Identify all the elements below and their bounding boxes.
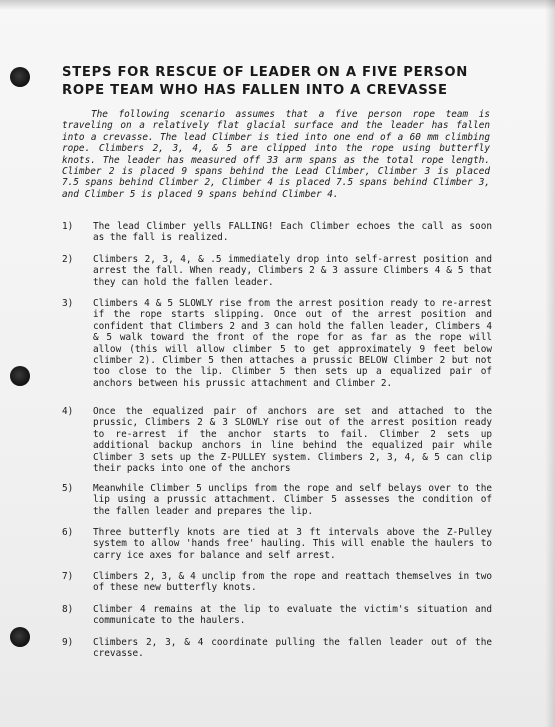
document-title: STEPS FOR RESCUE OF LEADER ON A FIVE PERSON ROPE TEAM WHO HAS FALLEN INTO A CREVASSE xyxy=(62,65,469,98)
step-number: 6) xyxy=(62,527,74,538)
step-5 xyxy=(62,483,492,517)
step-number: 3) xyxy=(62,298,74,309)
step-9 xyxy=(62,637,492,660)
step-text: Climbers 4 & 5 SLOWLY rise from the arrest position ready to re-arrest if the rope starts slipping. Once out of the arrest position and confident that Climbers 2 and 3 can hold the fallen leader, Climbers 4 & 5 walk toward the front of the rope for as far as the rope will allow (this will allow climber 5 to get approximately 9 feet below climber 2). Climber 5 then attaches a prussic BELOW Climber 2 but not too close to the lip. Climber 5 then sets up a equalized pair of anchors between his prussic attachment and Climber 2. xyxy=(93,298,492,389)
punch-hole-bottom xyxy=(10,627,30,647)
step-8 xyxy=(62,604,492,627)
page-shadow-top xyxy=(0,0,555,10)
step-text: The lead Climber yells FALLING! Each Climber echoes the call as soon as the fall is realized. xyxy=(93,221,492,244)
punch-hole-top xyxy=(10,67,30,87)
step-text: Once the equalized pair of anchors are set and attached to the prussic, Climbers 2 & 3 SLOWLY rise out of the arrest position ready to re-arrest if the anchor starts to fail. Climber 2 sets up additional backup anchors in line behind the equalized pair while Climber 3 sets up the Z-PULLEY system. Climbers 2, 3, 4, & 5 can clip their packs into one of the anchors xyxy=(93,406,492,475)
step-text: Climbers 2, 3, & 4 unclip from the rope and reattach themselves in two of these new butterfly knots. xyxy=(93,571,492,594)
step-4 xyxy=(62,406,492,474)
step-number: 5) xyxy=(62,483,74,494)
page-shadow-right xyxy=(545,0,555,727)
step-text: Climber 4 remains at the lip to evaluate the victim's situation and communicate to the haulers. xyxy=(93,604,492,627)
step-text: Climbers 2, 3, 4, & .5 immediately drop into self-arrest position and arrest the fall. When ready, Climbers 2 & 3 assure Climbers 4 & 5 that they can hold the fallen leader. xyxy=(93,254,492,288)
step-text: Three butterfly knots are tied at 3 ft intervals above the Z-Pulley system to allow 'hands free' hauling. This will enable the haulers to carry ice axes for balance and self arrest. xyxy=(93,527,492,561)
punch-hole-middle xyxy=(10,366,30,386)
step-number: 2) xyxy=(62,254,74,265)
step-number: 1) xyxy=(62,221,74,232)
step-6 xyxy=(62,527,492,561)
step-number: 8) xyxy=(62,604,74,615)
step-7 xyxy=(62,571,492,594)
step-text: Meanwhile Climber 5 unclips from the rope and self belays over to the lip using a prussic attachment. Climber 5 assesses the condition of the fallen leader and prepares the lip. xyxy=(93,483,492,517)
step-number: 7) xyxy=(62,571,74,582)
step-1 xyxy=(62,221,492,244)
step-number: 9) xyxy=(62,637,74,648)
step-number: 4) xyxy=(62,406,74,417)
intro-paragraph: The following scenario assumes that a five person rope team is traveling on a relatively flat glacial surface and the leader has fallen into a crevasse. The lead Climber is tied into one end of a 60 mm climbing rope. Climbers 2, 3, 4, & 5 are clipped into the rope using butterfly knots. The leader has measured off 33 arm spans as the total rope length. Climber 2 is placed 9 spans behind the Lead Climber, Climber 3 is placed 7.5 spans behind Climber 2, Climber 4 is placed 7.5 spans behind Climber 3, and Climber 5 is placed 9 spans behind Climber 4. xyxy=(62,109,490,200)
step-2 xyxy=(62,254,492,288)
step-3 xyxy=(62,298,492,389)
step-text: Climbers 2, 3, & 4 coordinate pulling the fallen leader out of the crevasse. xyxy=(93,637,492,660)
